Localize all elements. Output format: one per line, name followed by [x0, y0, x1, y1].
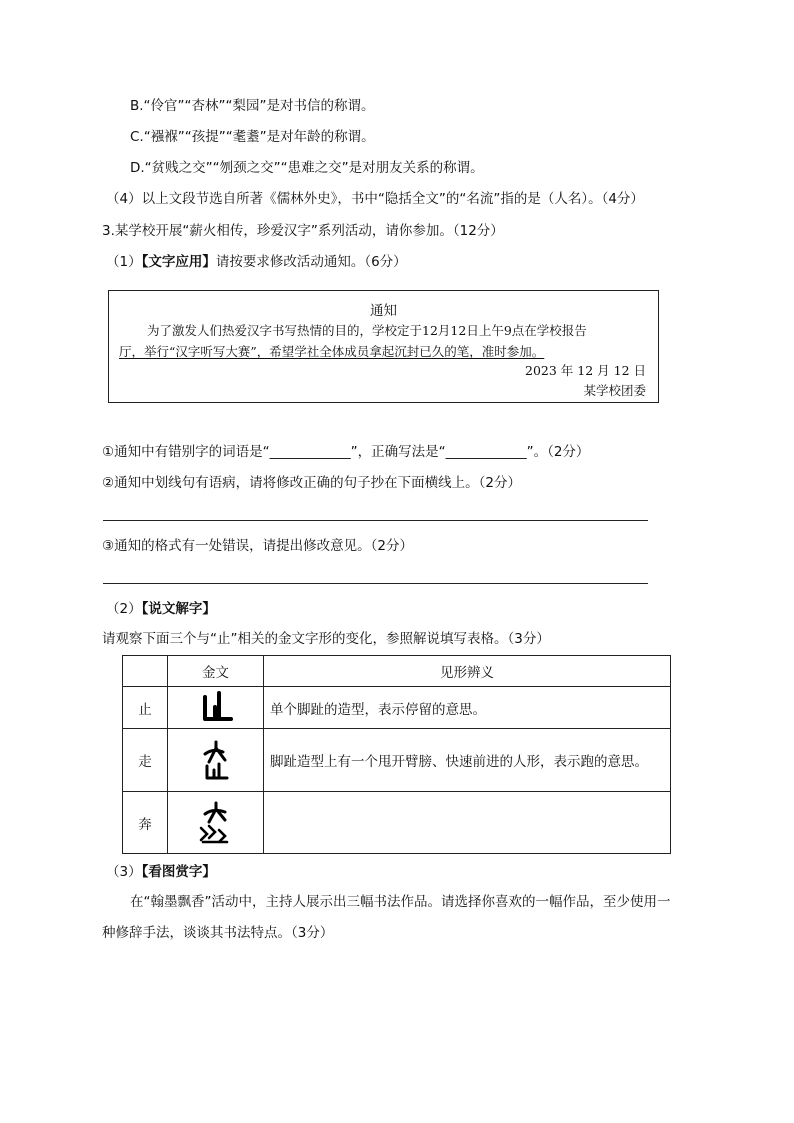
- answer-line-1[interactable]: [103, 520, 648, 521]
- part3-prefix: （3）: [106, 864, 142, 880]
- option-c: C.“襁褓”“孩提”“耄耋”是对年龄的称谓。: [130, 129, 375, 145]
- part1-heading: [106, 253, 407, 271]
- notice-date: 2023 年 12 月 12 日: [525, 363, 646, 378]
- part1-label: 【文字应用】: [141, 254, 216, 270]
- answer-line-2[interactable]: [103, 583, 648, 584]
- zou-bronze-glyph: [168, 729, 264, 792]
- header-cell-jinwen: 金文: [168, 656, 264, 687]
- table-row: [123, 792, 671, 854]
- part3-heading: [106, 863, 216, 881]
- part3-line-1: 在“翰墨飘香”活动中，主持人展示出三幅书法作品。请选择你喜欢的一幅作品，至少使用一: [130, 894, 671, 910]
- part3-line-2: 种修辞手法，谈谈其书法特点。（3分）: [102, 925, 334, 941]
- row-meaning: 单个脚趾的造型，表示停留的意思。: [264, 687, 671, 729]
- part2-prefix: （2）: [106, 601, 142, 617]
- row-meaning: 脚趾造型上有一个甩开臂膀、快速前进的人形，表示跑的意思。: [264, 729, 671, 792]
- row-char: 走: [123, 729, 168, 792]
- row-char: 奔: [123, 792, 168, 854]
- option-b: B.“伶官”“杏林”“梨园”是对书信的称谓。: [130, 98, 375, 114]
- notice-signer: 某学校团委: [583, 383, 646, 398]
- subquestion-2: ②通知中划线句有语病，请将修改正确的句子抄在下面横线上。（2分）: [102, 475, 521, 491]
- part2-heading: [106, 600, 216, 618]
- question-3-intro: 3.某学校开展“薪火相传，珍爱汉字”系列活动，请你参加。（12分）: [102, 223, 504, 239]
- part3-label: 【看图赏字】: [141, 864, 216, 880]
- subquestion-1: ①通知中有错别字的词语是“____________”，正确写法是“____________”。（2分）: [102, 444, 590, 460]
- header-cell-meaning: 见形辨义: [264, 656, 671, 687]
- table-header-row: [123, 656, 671, 687]
- part1-text: 请按要求修改活动通知。（6分）: [215, 254, 407, 270]
- table-row: [123, 687, 671, 729]
- question-4: （4）以上文段节选自所著《儒林外史》，书中“隐括全文”的“名流”指的是（人名）。（4分）: [106, 191, 644, 207]
- ben-bronze-glyph: [168, 792, 264, 854]
- notice-line-1: 为了激发人们热爱汉字书写热情的目的，学校定于12月12日上午9点在学校报告: [147, 323, 587, 338]
- table-row: [123, 729, 671, 792]
- option-d: D.“贫贱之交”“刎颈之交”“患难之交”是对朋友关系的称谓。: [130, 160, 484, 176]
- header-cell-empty: [123, 656, 168, 687]
- notice-box: [108, 290, 659, 403]
- part1-prefix: （1）: [106, 254, 142, 270]
- row-meaning-empty[interactable]: [264, 792, 671, 854]
- notice-title: 通知: [370, 303, 397, 319]
- subquestion-3: ③通知的格式有一处错误，请提出修改意见。（2分）: [102, 538, 413, 554]
- part2-label: 【说文解字】: [141, 601, 216, 617]
- notice-line-2-underlined: 厅，举行“汉字听写大赛”，希望学社全体成员拿起沉封已久的笔，准时参加。: [119, 344, 545, 359]
- row-char: 止: [123, 687, 168, 729]
- part2-instruction: 请观察下面三个与“止”相关的金文字形的变化，参照解说填写表格。（3分）: [102, 631, 550, 647]
- glyph-table: [122, 655, 671, 854]
- zhi-bronze-glyph: [168, 687, 264, 729]
